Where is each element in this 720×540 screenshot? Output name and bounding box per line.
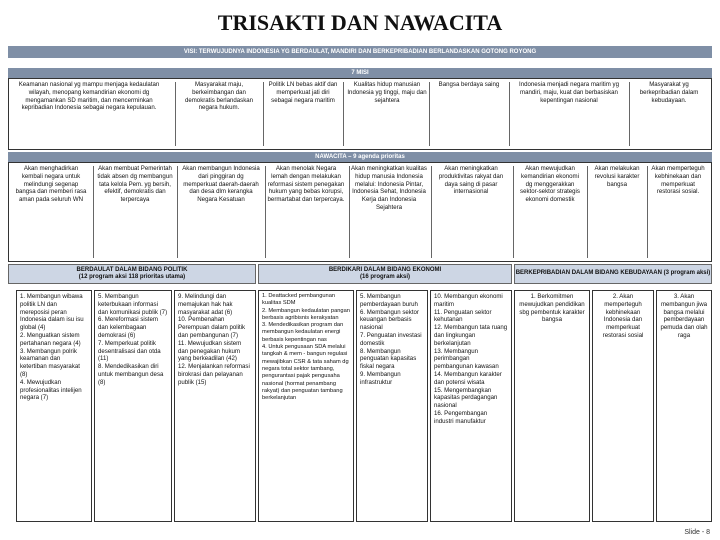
visi-bar: VISI: TERWUJUDNYA INDONESIA YG BERDAULAT, MANDIRI DAN BERKEPRIBADIAN BERLANDASKAN GOTONG ROYONG <box>8 46 712 58</box>
misi-item-6: Indonesia menjadi negara maritim yg mandiri, maju, kuat dan berbasiskan kepentingan nasional <box>519 81 619 104</box>
program-box-kebudayaan-1: 1. Berkomitmen mewujudkan pendidikan sbg pembentuk karakter bangsa <box>514 290 590 522</box>
page-title: TRISAKTI DAN NAWACITA <box>217 10 503 35</box>
nawacita-row <box>8 162 712 262</box>
nawacita-header: NAWACITA – 9 agenda prioritas <box>8 152 712 162</box>
pillar-politik-title: BERDAULAT DALAM BIDANG POLITIK <box>76 266 188 273</box>
pillar-kebudayaan-title: BERKEPRIBADIAN DALAM BIDANG KEBUDAYAAN (3 program aksi) <box>515 270 711 277</box>
program-box-kebudayaan-3: 3. Akan membangun jiwa bangsa melalui pemberdayaan pemuda dan olah raga <box>656 290 712 522</box>
nawacita-item-2: Akan membuat Pemerintah tidak absen dg membangun tata kelola Pem. yg bersih, efektif, demokratis dan terpercaya <box>97 165 173 204</box>
nawacita-item-6: Akan meningkatkan produktivitas rakyat dan daya saing di pasar internasional <box>438 165 504 196</box>
misi-item-7: Masyarakat yg berkepribadian dalam kebudayaan. <box>639 81 699 104</box>
nawacita-item-1: Akan menghadirkan kembali negara untuk melindungi segenap bangsa dan memberi rasa aman pada seluruh WN <box>15 165 87 204</box>
misi-header: 7 MISI <box>8 68 712 78</box>
nawacita-item-5: Akan meningkatkan kualitas hidup manusia Indonesia melalui: Indonesia Pintar, Indonesia Sehat, Indonesia Kerja dan Indonesia Sejahtera <box>351 165 427 211</box>
program-box-ekonomi-2: 5. Membangun pemberdayaan buruh 6. Membangun sektor keuangan berbasis nasional 7. Penguatan investasi domestik 8. Membangun penguatan kapasitas fiskal negara 9. Membangun infrastruktur <box>356 290 428 522</box>
pillar-ekonomi-subtitle: (16 program aksi) <box>359 274 411 280</box>
pillar-politik <box>8 264 256 284</box>
nawacita-item-3: Akan membangun Indonesia dari pinggiran dg memperkuat daerah-daerah dan desa dlm kerangka Negara Kesatuan <box>182 165 260 204</box>
misi-item-2: Masyarakat maju, berkeimbangan dan demokratis berlandaskan negara hukum. <box>184 81 254 112</box>
nawacita-item-4: Akan menolak Negara lemah dengan melakukan reformasi sistem penegakan hukum yang bebas korupsi, bermartabat dan terpercaya. <box>267 165 345 204</box>
slide-number: Slide - 8 <box>684 529 710 536</box>
nawacita-item-8: Akan melakukan revolusi karakter bangsa <box>594 165 640 188</box>
pillar-politik-subtitle: (12 program aksi 118 prioritas utama) <box>78 274 186 280</box>
program-box-ekonomi-1: 1. Deattacked pembangunan kualitas SDM 2. Membangun kedaulatan pangan berbasis agribisnis kerakyatan 3. Mendedikasikan program dan membangun kedaulatan energi berbasis kepentingan nas 4. Untuk pengusaan SDA melalui tangkah & mem - bangun regulasi mewajibkan CSR & tata saham dg negara total sektor tambang, pengurantasi pajak pengusaha nasional (hormat penambang rakyat) dan penguatan tambang berkelanjutan <box>258 290 354 522</box>
program-box-politik-2: 5. Membangun keterbukaan informasi dan komunikasi publik (7) 6. Mereformasi sistem dan kelembagaan demokrasi (6) 7. Memperkuat politik desentralisasi dan otda (11) 8. Mendedikasikan diri untuk membangun desa (8) <box>94 290 172 522</box>
misi-item-3: Politik LN bebas aktif dan memperkuat jati diri sebagai negara maritim <box>268 81 338 104</box>
program-box-ekonomi-3: 10. Membangun ekonomi maritim 11. Penguatan sektor kehutanan 12. Membangun tata ruang dan lingkungan berkelanjutan 13. Membangun perimbangan pembangunan kawasan 14. Membangun karakter dan potensi wisata 15. Mengembangkan kapasitas perdagangan nasional 16. Pengembangan industri manufaktur <box>430 290 512 522</box>
pillar-ekonomi <box>258 264 512 284</box>
pillar-ekonomi-title: BERDIKARI DALAM BIDANG EKONOMI <box>328 266 442 273</box>
program-box-kebudayaan-2: 2. Akan memperteguh kebhinekaan Indonesia dan memperkuat restorasi sosial <box>592 290 654 522</box>
nawacita-item-7: Akan mewujudkan kemandirian ekonomi dg menggerakkan sektor-sektor strategis ekonomi domestik <box>520 165 580 204</box>
program-box-politik-3: 9. Melindungi dan memajukan hak hak masyarakat adat (6) 10. Pembenahan Perempuan dalam politik dan pembangunan (7) 11. Mewujudkan sistem dan penegakan hukum yang berkeadilan (42) 12. Menjalankan reformasi birokrasi dan pelayanan publik (15) <box>174 290 256 522</box>
misi-item-1: Keamanan nasional yg mampu menjaga kedaulatan wilayah, menopang kemandirian ekonomi dg mengamankan SD maritim, dan mencerminkan kepribadian Indonesia sebagai negara kepulauan. <box>18 81 160 112</box>
misi-row <box>8 78 712 150</box>
misi-item-5: Bangsa berdaya saing <box>438 81 500 88</box>
nawacita-item-9: Akan memperteguh kebhinekaan dan memperkuat restorasi sosial. <box>651 165 705 196</box>
pillar-kebudayaan <box>514 264 712 284</box>
misi-item-4: Kualitas hidup manusian Indonesia yg tinggi, maju dan sejahtera <box>347 81 427 104</box>
program-box-politik-1: 1. Membangun wibawa politik LN dan mereposisi peran Indonesia dalam isu isu global (4) 2. Menguatkan sistem pertahanan negara (4) 3. Membangun polrik keamanan dan ketertiban masyarakat (8) 4. Mewujudkan profesionalitas intelijen negara (7) <box>16 290 92 522</box>
